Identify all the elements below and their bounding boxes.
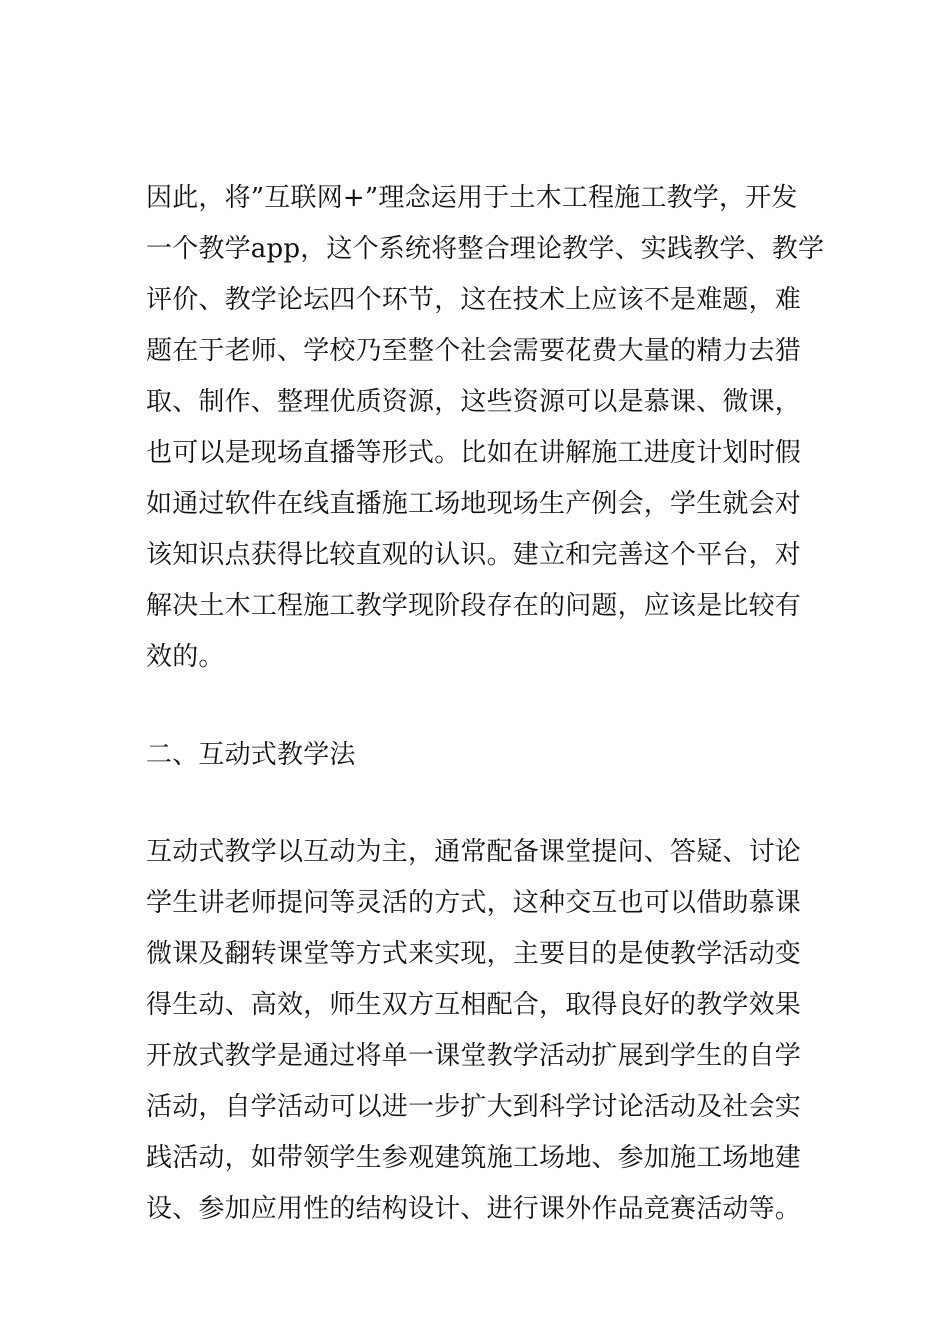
paragraph-line: 设、参加应用性的结构设计、进行课外作品竞赛活动等。 <box>146 1194 802 1224</box>
paragraph-line: 微课及翻转课堂等方式来实现，主要目的是使教学活动变 <box>146 939 802 969</box>
paragraph-line: 活动，自学活动可以进一步扩大到科学讨论活动及社会实 <box>146 1092 802 1122</box>
paragraph-line: 取、制作、整理优质资源，这些资源可以是慕课、微课， <box>146 387 802 417</box>
paragraph-line: 开放式教学是通过将单一课堂教学活动扩展到学生的自学 <box>146 1041 802 1071</box>
section-heading: 二、互动式教学法 <box>146 740 356 770</box>
paragraph-line: 效的。 <box>146 642 225 672</box>
paragraph-line: 互动式教学以互动为主，通常配备课堂提问、答疑、讨论 <box>146 837 802 867</box>
paragraph-line: 解决土木工程施工教学现阶段存在的问题，应该是比较有 <box>146 591 802 621</box>
paragraph-line: 一个教学app，这个系统将整合理论教学、实践教学、教学 <box>146 234 825 264</box>
paragraph-line: 也可以是现场直播等形式。比如在讲解施工进度计划时假 <box>146 438 802 468</box>
paragraph-line: 题在于老师、学校乃至整个社会需要花费大量的精力去猎 <box>146 336 802 366</box>
paragraph-line: 学生讲老师提问等灵活的方式，这种交互也可以借助慕课 <box>146 888 802 918</box>
paragraph-line: 践活动，如带领学生参观建筑施工场地、参加施工场地建 <box>146 1143 802 1173</box>
paragraph-line: 得生动、高效，师生双方互相配合，取得良好的教学效果 <box>146 990 802 1020</box>
paragraph-line: 因此，将”互联网+”理念运用于土木工程施工教学，开发 <box>146 183 798 213</box>
paragraph-line: 该知识点获得比较直观的认识。建立和完善这个平台，对 <box>146 540 802 570</box>
paragraph-line: 如通过软件在线直播施工场地现场生产例会，学生就会对 <box>146 489 802 519</box>
paragraph-line: 评价、教学论坛四个环节，这在技术上应该不是难题，难 <box>146 285 802 315</box>
